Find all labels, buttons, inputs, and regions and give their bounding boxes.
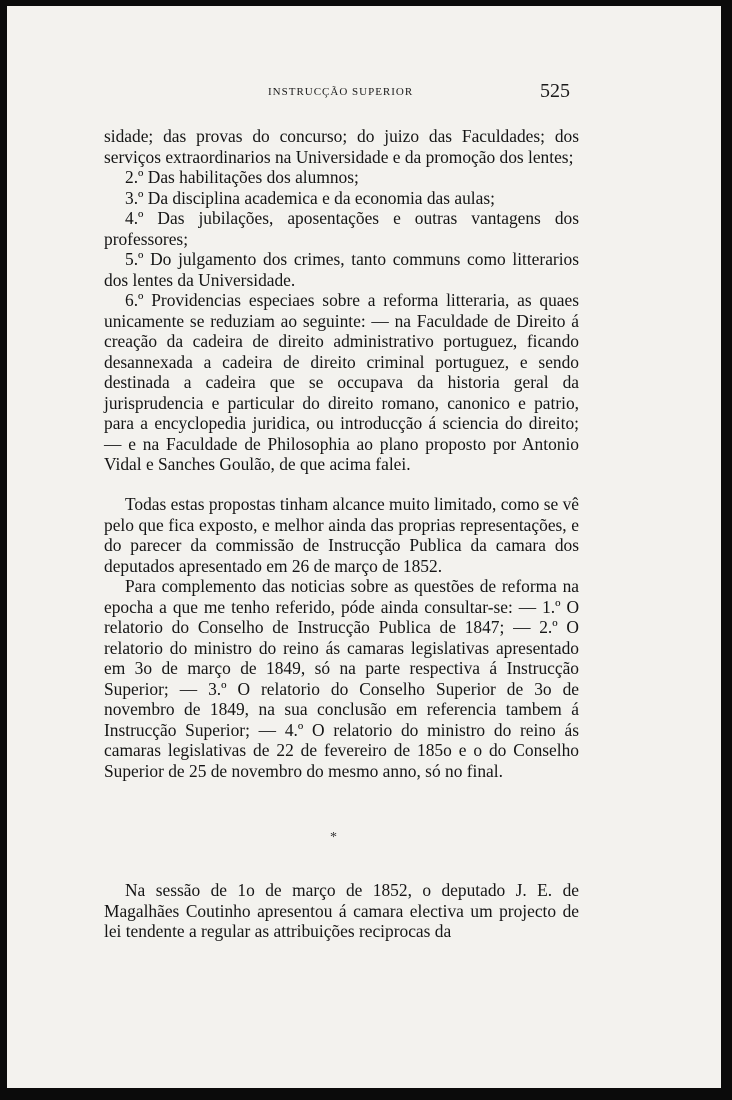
body-section-2 bbox=[104, 494, 579, 781]
book-page bbox=[7, 6, 721, 1088]
paragraph: Na sessão de 1o de março de 1852, o deputado J. E. de Magalhães Coutinho apresentou á camara electiva um projecto de lei tendente a regular as attribuições reciprocas da bbox=[104, 880, 579, 941]
paragraph: Todas estas propostas tinham alcance muito limitado, como se vê pelo que fica exposto, e melhor ainda das proprias representações, e do parecer da commissão de Instrucção Publica da camara dos deputados apresentado em 26 de março de 1852. bbox=[104, 494, 579, 576]
page-header bbox=[7, 80, 721, 106]
body-section-3 bbox=[104, 880, 579, 942]
paragraph: 2.º Das habilitações dos alumnos; bbox=[125, 167, 359, 187]
paragraph: 4.º Das jubilações, aposentações e outras vantagens dos professores; bbox=[104, 208, 579, 249]
paragraph: 5.º Do julgamento dos crimes, tanto communs como litterarios dos lentes da Universidade. bbox=[104, 249, 579, 290]
paragraph: 3.º Da disciplina academica e da economia das aulas; bbox=[125, 187, 495, 208]
running-title: INSTRUCÇÃO SUPERIOR bbox=[268, 86, 414, 98]
paragraph: 6.º Providencias especiaes sobre a reforma litteraria, as quaes unicamente se reduziam ao seguinte: — na Faculdade de Direito á creação da cadeira de direito administrativo portuguez, ficando desannexada a cadeira de direito criminal portuguez, e sendo destinada a cadeira que se occupava da historia geral da jurisprudencia e particular do direito romano, canonico e patrio, para a encyclopedia juridica, ou introducção á sciencia do direito; — e na Faculdade de Philosophia ao plano proposto por Antonio Vidal e Sanches Goulão, de que acima falei. bbox=[104, 290, 579, 474]
page-number: 525 bbox=[540, 80, 570, 102]
paragraph: sidade; das provas do concurso; do juizo das Faculdades; dos serviços extraordinarios na Universidade e da promoção dos lentes; bbox=[104, 126, 579, 167]
body-section-1 bbox=[104, 126, 579, 475]
section-divider-asterisk: * bbox=[330, 830, 337, 845]
paragraph: Para complemento das noticias sobre as questões de reforma na epocha a que me tenho referido, póde ainda consultar-se: — 1.º O relatorio do Conselho de Instrucção Publica de 1847; — 2.º O relatorio do ministro do reino ás camaras legislativas apresentado em 3o de março de 1849, só na parte respectiva á Instrucção Superior; — 3.º O relatorio do Conselho Superior de 3o de novembro de 1849, na sua conclusão em referencia tambem á Instrucção Superior; — 4.º O relatorio do ministro do reino ás camaras legislativas de 22 de fevereiro de 185o e o do Conselho Superior de 25 de novembro do mesmo anno, só no final. bbox=[104, 576, 579, 781]
